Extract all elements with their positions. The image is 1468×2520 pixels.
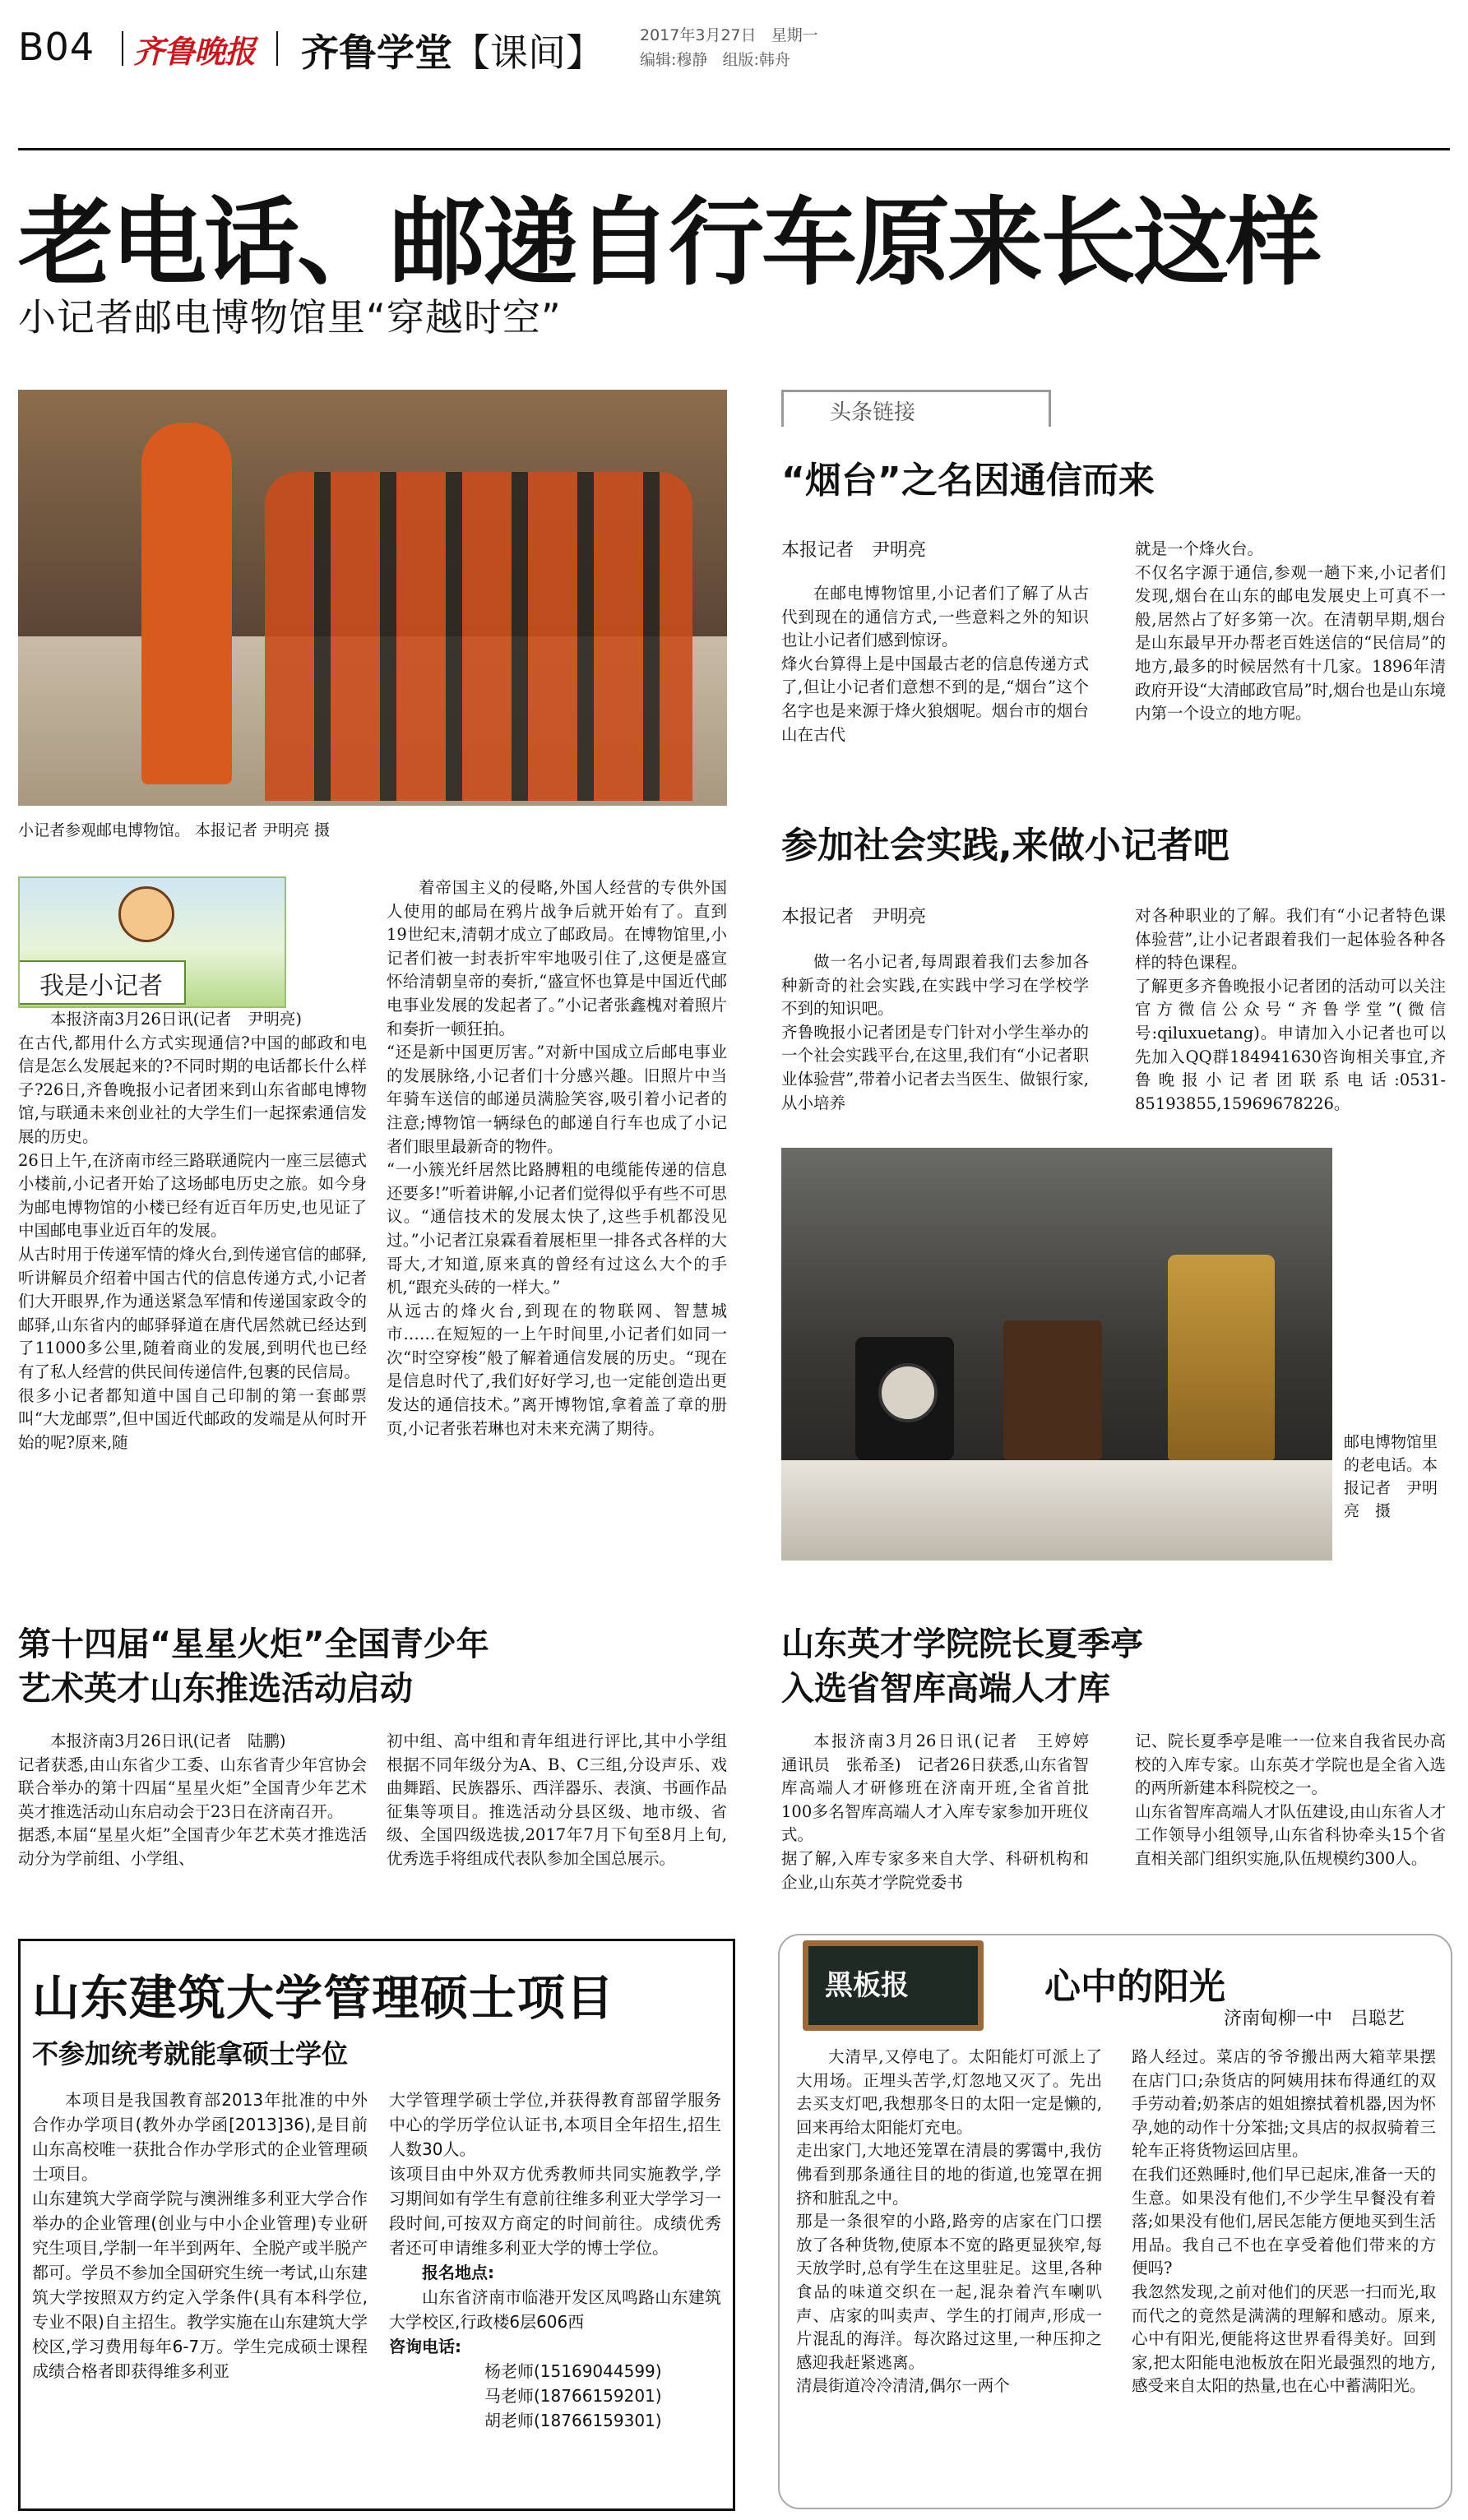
lead-headline: 老电话、邮递自行车原来长这样 — [18, 187, 1319, 298]
stars-col1: 本报济南3月26日讯(记者 陆鹏) 记者获悉,由山东省少工委、山东省青少年宫协会联合举办的第十四届“星星火炬”全国青少年艺术英才推选活动山东启动会于23日在济南召开。 据悉,本届“星星火炬”全国青少年艺术英才推选活动分为学前组、小学组、 — [18, 1732, 367, 1868]
blackboard-title: 心中的阳光 — [1044, 1966, 1225, 2008]
editor: 编辑:穆静 — [640, 51, 708, 69]
lead-body-col2: 着帝国主义的侵略,外国人经营的专供外国人使用的邮局在鸦片战争后就开始有了。直到19世纪末,清朝才成立了邮政局。在博物馆里,小记者们被一封表折牢牢地吸引住了,这便是盛宣怀给清朝皇帝的奏折,“盛宣怀也算是中国近代邮电事业发展的发起者了。”小记者张鑫槐对着照片和奏折一顿狂拍。 “还是新中国更厉害。”对新中国成立后邮电事业的发展脉络,小记者们十分感兴趣。旧照片中当年骑车送信的邮递员满脸笑容,吸引着小记者的注意;博物馆一辆绿色的邮递自行车也成了小记者们眼里最新奇的物件。 “一小簇光纤居然比路膊粗的电缆能传递的信息还要多!”听着讲解,小记者们觉得似乎有些不可思议。“通信技术的发展太快了,这些手机都没见过。”小记者江泉霖看着展柜里一排各式各样的大哥大,才知道,原来真的曾经有过这么大个的手机,“跟充头砖的一样大。” 从远古的烽火台,到现在的物联网、智慧城市……在短短的一上午时间里,小记者们如同一次“时空穿梭”般了解着通信发展的历史。“现在是信息时代了,我们好好学习,也一定能创造出更发达的通信技术。”离开博物馆,拿着盖了章的册页,小记者张若琳也对未来充满了期待。 — [387, 878, 728, 1438]
ad-col2 — [389, 2088, 721, 2433]
sidebar-col1: 在邮电博物馆里,小记者们了解了从古代到现在的通信方式,一些意料之外的知识也让小记者们感到惊讶。 烽火台算得上是中国最古老的信息传递方式了,但让小记者们意想不到的是,“烟台”这个名字也是来源于烽火狼烟呢。烟台市的烟台山在古代 — [781, 584, 1089, 744]
sidebar-col2: 就是一个烽火台。 不仅名字源于通信,参观一趟下来,小记者们发现,烟台在山东的邮电发展史上可真不一般,居然占了好多第一次。在清朝早期,烟台是山东最早开办帮老百姓送信的“民信局”的地方,最多的时候居然有十几家。1896年清政府开设“大清邮政官局”时,烟台也是山东境内第一个设立的地方呢。 — [1135, 539, 1446, 724]
divider-icon — [276, 31, 278, 66]
stars-col2: 初中组、高中组和青年组进行评比,其中小学组根据不同年级分为A、B、C三组,分设声乐、戏曲舞蹈、民族器乐、西洋器乐、表演、书画作品征集等项目。推选活动分县区级、地市级、省级、全国四级选拔,2017年7月下旬至8月上旬,优秀选手将组成代表队参加全国总展示。 — [387, 1732, 727, 1868]
stars-title-line2: 艺术英才山东推选活动启动 — [18, 1670, 413, 1708]
telephone-photo — [781, 1148, 1332, 1561]
brass-telephone-icon — [1168, 1255, 1275, 1460]
layout-editor: 组版:韩舟 — [722, 51, 790, 69]
talent-col1: 本报济南3月26日讯(记者 王婷婷 通讯员 张希圣) 记者26日获悉,山东省智库高端人才研修班在济南开班,全省首批100多名智库高端人才入库专家参加开班仪式。 据了解,入库专家多来自大学、科研机构和企业,山东英才学院党委书 — [781, 1732, 1089, 1892]
weekday: 星期一 — [771, 26, 818, 44]
header-rule — [18, 148, 1450, 150]
ad-phone-3: 胡老师(18766159301) — [484, 2411, 662, 2430]
issue-date — [640, 23, 818, 45]
kicker-label: 头条链接 — [830, 400, 916, 425]
reporter-badge — [18, 876, 286, 1008]
sidebar-title: “烟台”之名因通信而来 — [781, 460, 1155, 502]
practice-byline: 本报记者 尹明亮 — [781, 907, 927, 927]
section-main: 齐鲁学堂 — [301, 30, 452, 75]
divider-icon — [122, 31, 123, 66]
talent-col2: 记、院长夏季亭是唯一一位来自我省民办高校的入库专家。山东英才学院也是全省入选的两所新建本科院校之一。 山东省智库高端人才队伍建设,由山东省人才工作领导小组领导,山东省科协牵头15个省直相关部门组织实施,队伍规模约300人。 — [1135, 1732, 1446, 1868]
lead-photo — [18, 390, 727, 806]
ad-address-label: 报名地点: — [422, 2263, 494, 2282]
blackboard-col1: 大清早,又停电了。太阳能灯可派上了大用场。正埋头苦学,灯忽地又灭了。先出去买支灯吧,我想那冬日的太阳一定是懒的,回来再给太阳能灯充电。 走出家门,大地还笼罩在清晨的雾霭中,我仿佛看到那条通往目的地的街道,也笼罩在拥挤和脏乱之中。 那是一条很窄的小路,路旁的店家在门口摆放了各种货物,使原本不宽的路更显狭窄,每天放学时,总有学生在这里驻足。这里,各种食品的味道交织在一起,混杂着汽车喇叭声、店家的叫卖声、学生的打闹声,形成一片混乱的海洋。每次路过这里,一种压抑之感迎我赶紧逃离。 清晨街道冷冷清清,偶尔一两个 — [796, 2047, 1102, 2396]
guide-figure — [141, 423, 232, 784]
newspaper-logo: 齐鲁晚报 — [133, 33, 256, 70]
university-ad — [18, 1939, 735, 2511]
stars-title-line1: 第十四届“星星火炬”全国青少年 — [18, 1625, 489, 1663]
lead-body-col1: 本报济南3月26日讯(记者 尹明亮) 在古代,都用什么方式实现通信?中国的邮政和电信是怎么发展起来的?不同时期的电话都长什么样子?26日,齐鲁晚报小记者团来到山东省邮电博物馆,与联通未来创业社的大学生们一起探索通信发展的历史。 26日上午,在济南市经三路联通院内一座三层德式小楼前,小记者开始了这场邮电历史之旅。如今身为邮电博物馆的小楼已经有近百年历史,也见证了中国邮电事业近百年的发展。 从古时用于传递军情的烽火台,到传递官信的邮驿,听讲解员介绍着中国古代的信息传递方式,小记者们大开眼界,作为通送紧急军情和传递国家政令的邮驿,山东省内的邮驿驿道在唐代居然就已经达到了11000多公里,随着商业的发展,到明代也已经有了私人经营的供民间传递信件,包裹的民信局。 很多小记者都知道中国自己印制的第一套邮票叫“大龙邮票”,但中国近代邮政的发端是从何时开始的呢?原来,随 — [18, 1010, 367, 1452]
ad-phone-label: 咨询电话: — [389, 2337, 461, 2356]
ad-subtitle: 不参加统考就能拿硕士学位 — [32, 2038, 349, 2069]
ad-title: 山东建筑大学管理硕士项目 — [32, 1970, 615, 2026]
page-number: B04 — [18, 25, 95, 69]
blackboard-col2: 路人经过。菜店的爷爷搬出两大箱苹果摆在店门口;杂货店的阿姨用抹布得通红的双手劳动着;奶茶店的姐姐擦拭着机器,因为怀孕,她的动作十分笨拙;文具店的叔叔骑着三轮车正将货物运回店里。 在我们还熟睡时,他们早已起床,准备一天的生意。如果没有他们,不少学生早餐没有着落;如果没有他们,居民怎能方便地买到生活用品。我自己不也在享受着他们带来的方便吗? 我忽然发现,之前对他们的厌恶一扫而光,取而代之的竟然是满满的理解和感动。原来,心中有阳光,便能将这世界看得美好。回到家,把太阳能电池板放在阳光最强烈的地方,感受来自太阳的热量,也在心中蓄满阳光。 — [1132, 2047, 1436, 2396]
chalkboard-icon — [803, 1940, 984, 2031]
display-shelf — [781, 1460, 1332, 1561]
lead-photo-caption: 小记者参观邮电博物馆。 本报记者 尹明亮 摄 — [18, 821, 331, 839]
blackboard-byline: 济南甸柳一中 吕聪艺 — [1224, 2009, 1405, 2029]
practice-col1: 做一名小记者,每周跟着我们去参加各种新奇的社会实践,在实践中学习在学校学不到的知识吧。 齐鲁晚报小记者团是专门针对小学生举办的一个社会实践平台,在这里,我们有“小记者职业体验营”,带着小记者去当医生、做银行家,从小培养 — [781, 952, 1089, 1112]
telephone-photo-caption: 邮电博物馆里的老电话。本报记者 尹明亮 摄 — [1344, 1433, 1438, 1520]
rotary-dial-icon — [878, 1363, 938, 1422]
ad-col1: 本项目是我国教育部2013年批准的中外合作办学项目(教外办学函[2013]36),是目前山东高校唯一获批合作办学形式的企业管理硕士项目。 山东建筑大学商学院与澳洲维多利亚大学合作举办的企业管理(创业与中小企业管理)专业研究生项目,学制一年半到两年、全脱产或半脱产都可。学员不参加全国研究生统一考试,山东建筑大学按照双方约定入学条件(具有本科学位,专业不限)自主招生。教学实施在山东建筑大学校区,学习费用每年6-7万。学生完成硕士课程成绩合格者即获得维多利亚 — [32, 2090, 368, 2381]
children-group — [265, 472, 692, 801]
ad-phone-1: 杨老师(15169044599) — [484, 2361, 662, 2381]
ad-col2-text: 大学管理学硕士学位,并获得教育部留学服务中心的学历学位认证书,本项目全年招生,招生人数30人。 该项目由中外双方优秀教师共同实施教学,学习期间如有学生有意前往维多利亚大学学习一段时间,可按双方商定的时间前往。成绩优秀者还可申请维多利亚大学的博士学位。 — [389, 2090, 721, 2258]
section-title — [301, 23, 604, 77]
lead-subhead: 小记者邮电博物馆里“穿越时空” — [18, 295, 562, 340]
blackboard-badge: 黑板报 — [825, 1969, 909, 2002]
cartoon-reporter-icon — [118, 886, 174, 942]
badge-label: 我是小记者 — [39, 972, 163, 1001]
talent-title-line2: 入选省智库高端人才库 — [781, 1670, 1110, 1708]
date: 2017年3月27日 — [640, 26, 757, 44]
practice-col2: 对各种职业的了解。我们有“小记者特色课体验营”,让小记者跟着我们一起体验各种各样的特色课程。 了解更多齐鲁晚报小记者团的活动可以关注官方微信公众号“齐鲁学堂”(微信号:qiluxuetang)。申请加入小记者也可以先加入QQ群184941630咨询相关事宜,齐鲁晚报小记者团联系电话:0531-85193855,15969678226。 — [1135, 906, 1446, 1113]
talent-title-line1: 山东英才学院院长夏季亭 — [781, 1625, 1143, 1663]
sidebar-byline: 本报记者 尹明亮 — [781, 540, 927, 561]
section-sub: 【课间】 — [452, 30, 604, 75]
wood-telephone-icon — [1003, 1320, 1102, 1460]
kicker-box — [781, 390, 1051, 427]
ad-phone-2: 马老师(18766159201) — [484, 2386, 662, 2406]
editor-line — [640, 48, 790, 70]
practice-title: 参加社会实践,来做小记者吧 — [781, 825, 1230, 867]
ad-address: 山东省济南市临港开发区凤鸣路山东建筑大学校区,行政楼6层606西 — [389, 2287, 721, 2332]
